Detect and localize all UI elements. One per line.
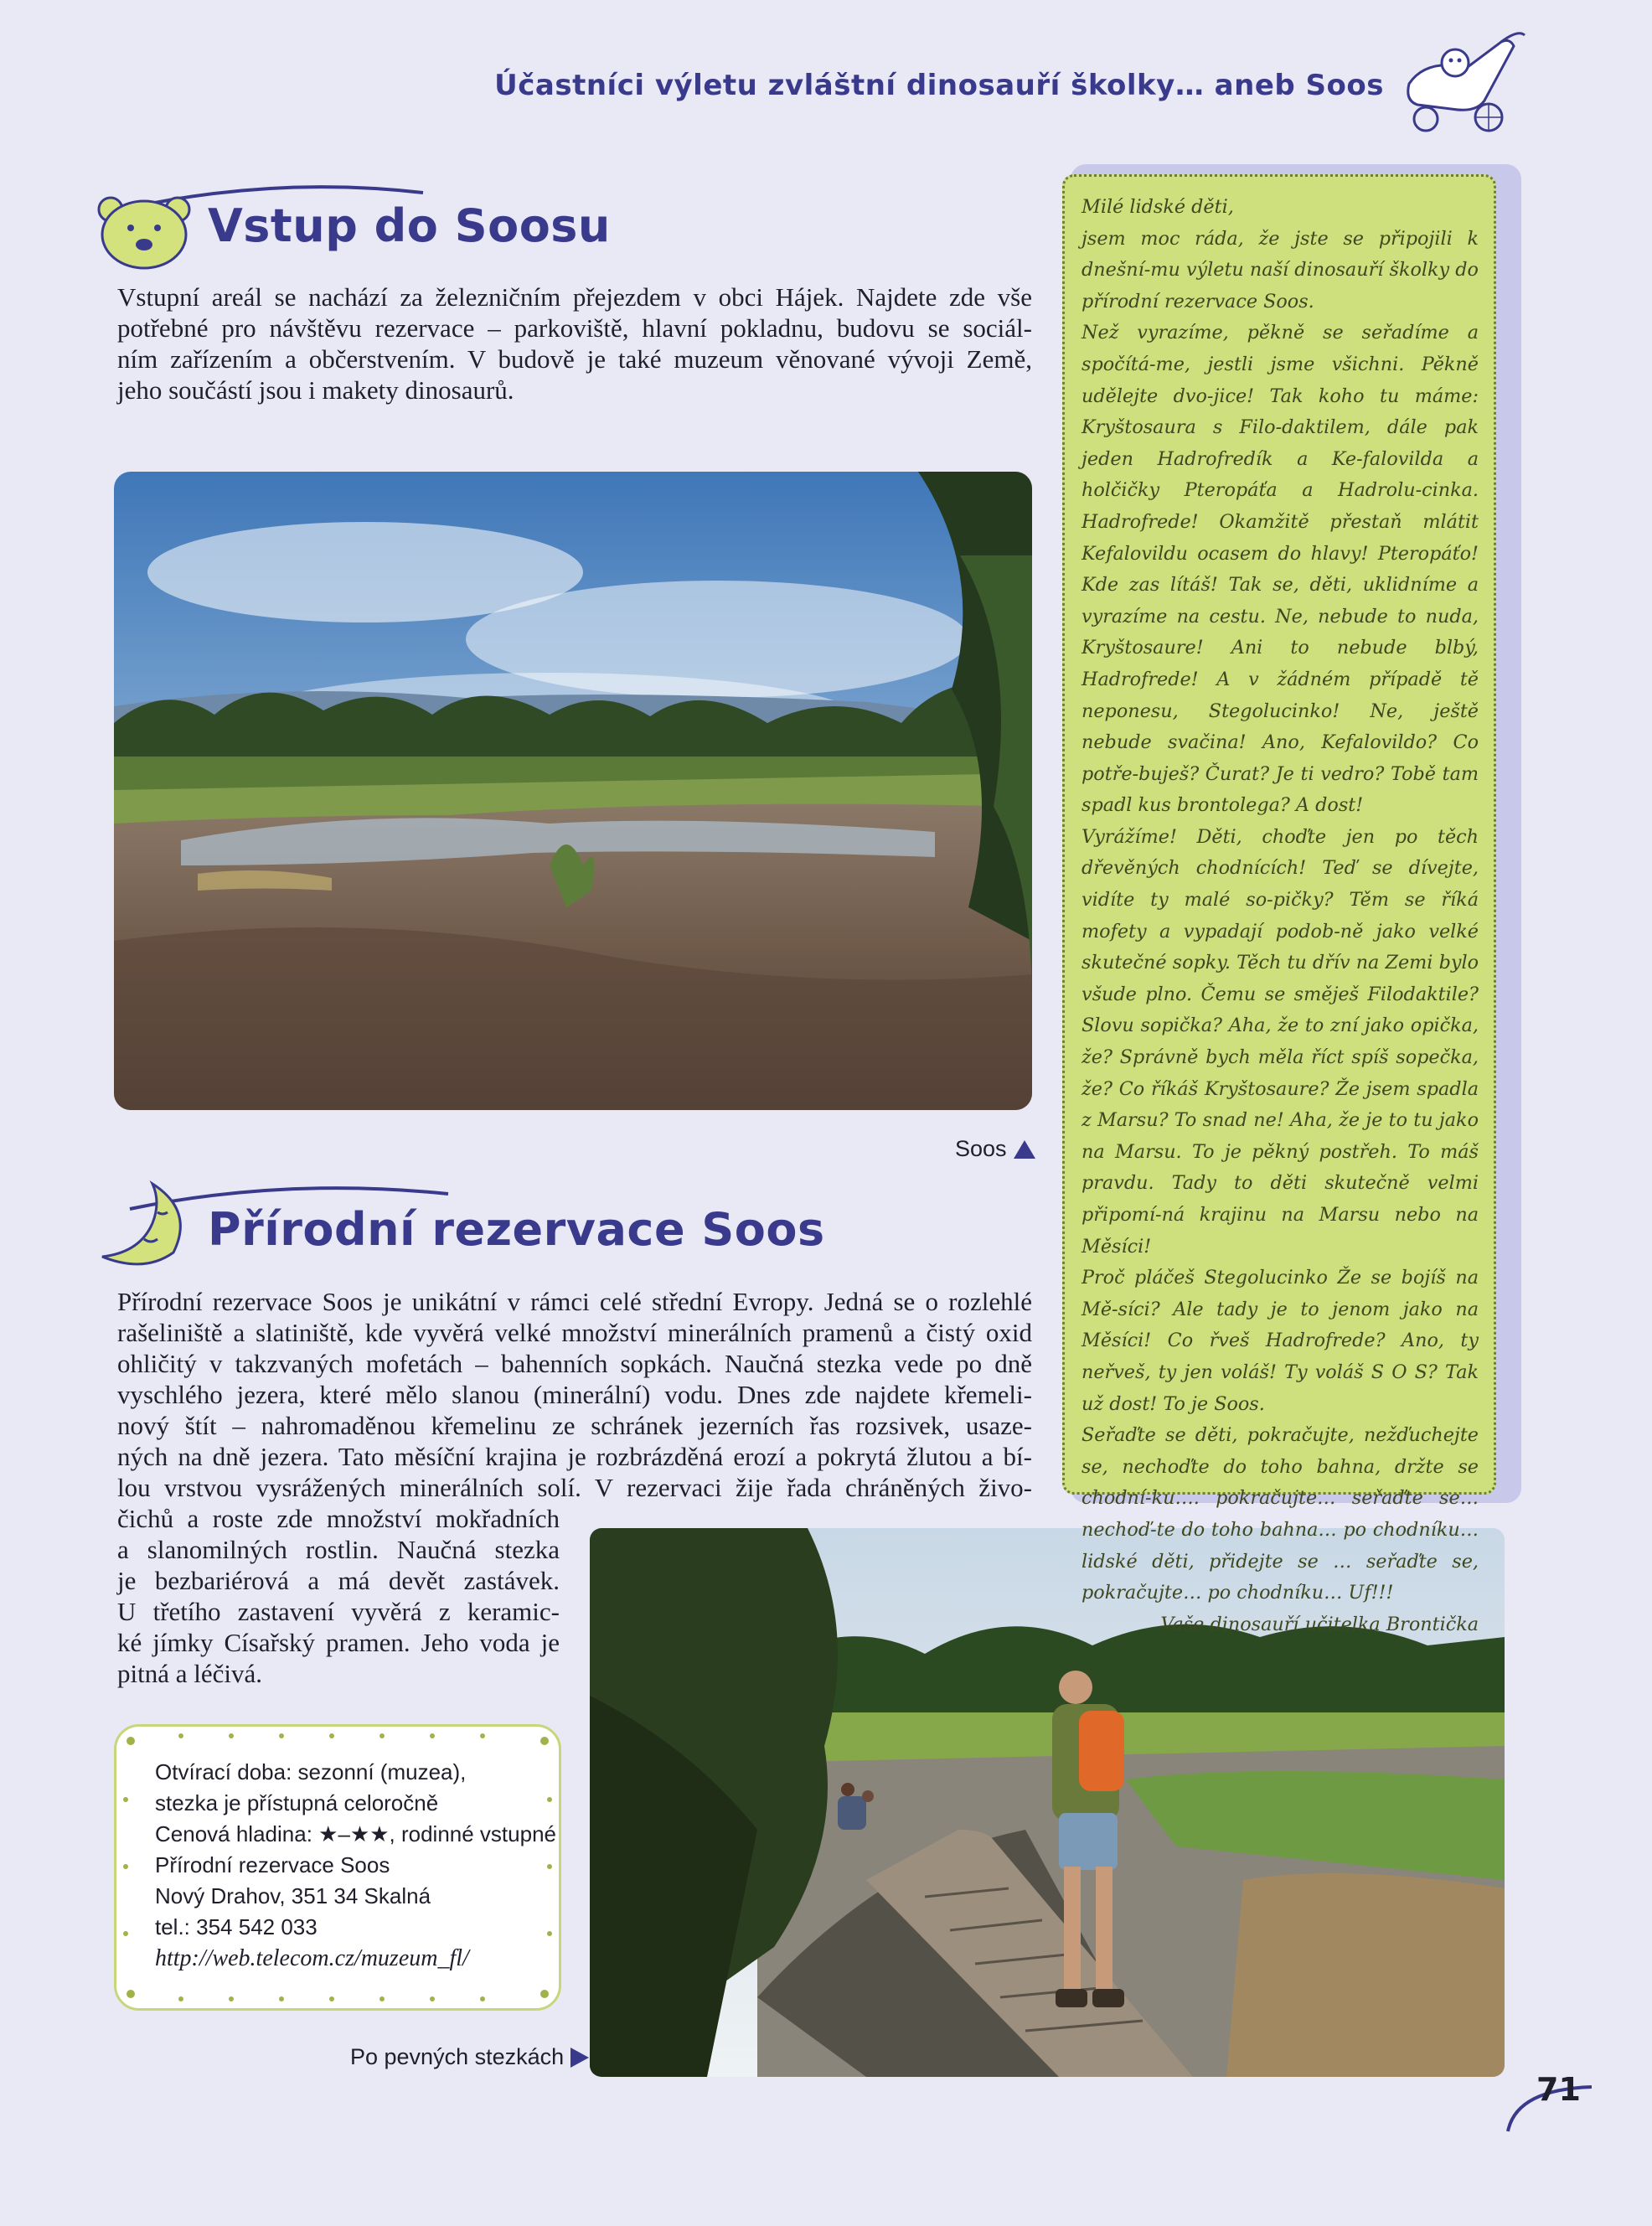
caption-text: Po pevných stezkách <box>350 2044 565 2069</box>
running-title: Účastníci výletu zvláštní dinosauří školky… aneb Soos <box>494 69 1384 102</box>
text-line: čichů a roste zde množství mokřadních <box>117 1504 560 1533</box>
info-line: Cenová hladina: ★–★★, rodinné vstupné <box>155 1821 556 1846</box>
text-line: lou vrstvou vysrážených minerálních solí. V rezervaci žije řada chráněných živo- <box>117 1473 1032 1502</box>
text-line: vyschlého jezera, které mělo slanou (minerální) vodu. Dnes zde najdete křemeli- <box>117 1380 1032 1409</box>
letter-paragraph: Vyrážíme! Děti, choďte jen po těch dřevěných chodnících! Teď se dívejte, vidíte ty malé so-pičky? Těm se říká mofety a vypadají podob-ně jako velké skutečné sopky. Těch tu dřív na Zemi bylo všude plno. Čemu se směješ Filodaktile? Slovu sopička? Aha, že to zní jako opička, že? Správně bych měla říct spíš sopečka, že? Co říkáš Kryštosaure? Že jsem spadla z Marsu? To snad ne! Aha, že je to tu jako na Marsu. To je pěkný postřeh. To máš pravdu. Tady to děti skutečně velmi připomí-ná krajinu na Marsu nebo na Měsíci! <box>1082 825 1479 1258</box>
triangle-up-icon <box>1014 1140 1035 1159</box>
stroller-icon <box>1392 25 1526 142</box>
letter-paragraph: Milé lidské děti, <box>1082 196 1234 218</box>
text-line: pitná a léčivá. <box>117 1659 262 1688</box>
text-line: ké jímky Císařský pramen. Jeho voda je <box>117 1628 560 1657</box>
page-number: 71 <box>1536 2071 1581 2108</box>
text-line: Přírodní rezervace Soos je unikátní v rámci celé střední Evropy. Jedná se o rozlehlé <box>117 1287 1032 1316</box>
moon-face-icon <box>94 1177 194 1269</box>
triangle-right-icon <box>570 2048 589 2068</box>
info-line: stezka je přístupná celoročně <box>155 1790 439 1815</box>
text-line: Vstupní areál se nachází za železničním přejezdem v obci Hájek. Najdete zde vše <box>117 282 1032 312</box>
photo1-caption <box>955 1136 1035 1162</box>
section-title-rezervace: Přírodní rezervace Soos <box>208 1203 825 1256</box>
info-box <box>114 1724 561 2011</box>
info-line: Přírodní rezervace Soos <box>155 1852 390 1877</box>
photo-soos-landscape <box>114 472 1032 1110</box>
text-line: nový štít – nahromaděnou křemelinu ze schránek jezerních řas rozsivek, usaze- <box>117 1411 1032 1440</box>
photo2-caption <box>350 2044 589 2070</box>
letter-paragraph: jsem moc ráda, že jste se připojili k dnešní-mu výletu naší dinosauří školky do přírodní rezervace Soos. <box>1082 227 1479 312</box>
text-line: a slanomilných rostlin. Naučná stezka <box>117 1535 560 1564</box>
text-line: U třetího zastavení vyvěrá z keramic- <box>117 1597 560 1626</box>
info-line: Otvírací doba: sezonní (muzea), <box>155 1759 467 1784</box>
caption-text: Soos <box>955 1136 1007 1161</box>
website-link[interactable]: http://web.telecom.cz/muzeum_fl/ <box>155 1945 469 1971</box>
letter-signature: Vaše dinosauří učitelka Brontička <box>1160 1613 1479 1635</box>
bear-face-icon <box>94 191 194 271</box>
text-line: ných na dně jezera. Tato měsíční krajina je rozbrázděná erozí a pokrytá žlutou a bí- <box>117 1442 1032 1471</box>
text-line: jeho součástí jsou i makety dinosaurů. <box>117 375 514 405</box>
text-line: ohličitý v takzvaných mofetách – bahenních sopkách. Naučná stezka vede po dně <box>117 1349 1032 1378</box>
text-line: potřebné pro návštěvu rezervace – parkoviště, hlavní pokladnu, budovu se sociál- <box>117 313 1032 343</box>
text-line: je bezbariérová a má devět zastávek. <box>117 1566 560 1595</box>
letter-paragraph: Než vyrazíme, pěkně se seřadíme a spočítá-me, jestli jsme všichni. Pěkně udělejte dvo-jice! Tak koho tu máme: Kryštosaura s Filo-daktilem, dále pak jeden Hadrofredík a Ke-falovilda a holčičky Pteropáťa a Hadrolu-cinka. Hadrofrede! Okamžitě přestaň mlátit Kefalovildu ocasem do hlavy! Pteropáťo! Kde zas lítáš! Tak se, děti, uklidníme a vyrazíme na cestu. Ne, nebude to nuda, Kryštosaure! Ani to nebude blbý, Hadrofrede! A v žádném případě tě neponesu, Stegolucinko! Ne, ještě nebude svačina! Ano, Kefalovildo? Co potře-buješ? Čurat? Je ti vedro? Tobě tam spadl kus brontolega? A dost! <box>1082 322 1479 817</box>
teacher-letter-panel <box>1062 174 1496 1635</box>
info-line: tel.: 354 542 033 <box>155 1914 317 1939</box>
letter-paragraph: Seřaďte se děti, pokračujte, nežďuchejte se, nechoďte do toho bahna, držte se chodní-ku…. pokračujte… seřaďte se… nechoď-te do toho bahna… po chodníku… lidské děti, přidejte se … seřaďte se, pokračujte… po chodníku… Uf!!! <box>1082 1424 1479 1604</box>
letter-paragraph: Proč pláčeš Stegolucinko Že se bojíš na Mě-síci? Ale tady je to jenom jako na Měsíci! Co řveš Hadrofrede? Ano, ty neřveš, ty jen voláš! Ty voláš S O S? Tak už dost! To je Soos. <box>1082 1267 1479 1415</box>
info-line: Nový Drahov, 351 34 Skalná <box>155 1883 431 1908</box>
section-title-vstup: Vstup do Soosu <box>208 199 611 252</box>
text-line: ním zařízením a občerstvením. V budově je také muzeum věnované vývoji Země, <box>117 344 1032 374</box>
text-line: rašeliniště a slatiniště, kde vyvěrá velké množství minerálních pramenů a čistý oxid <box>117 1318 1032 1347</box>
